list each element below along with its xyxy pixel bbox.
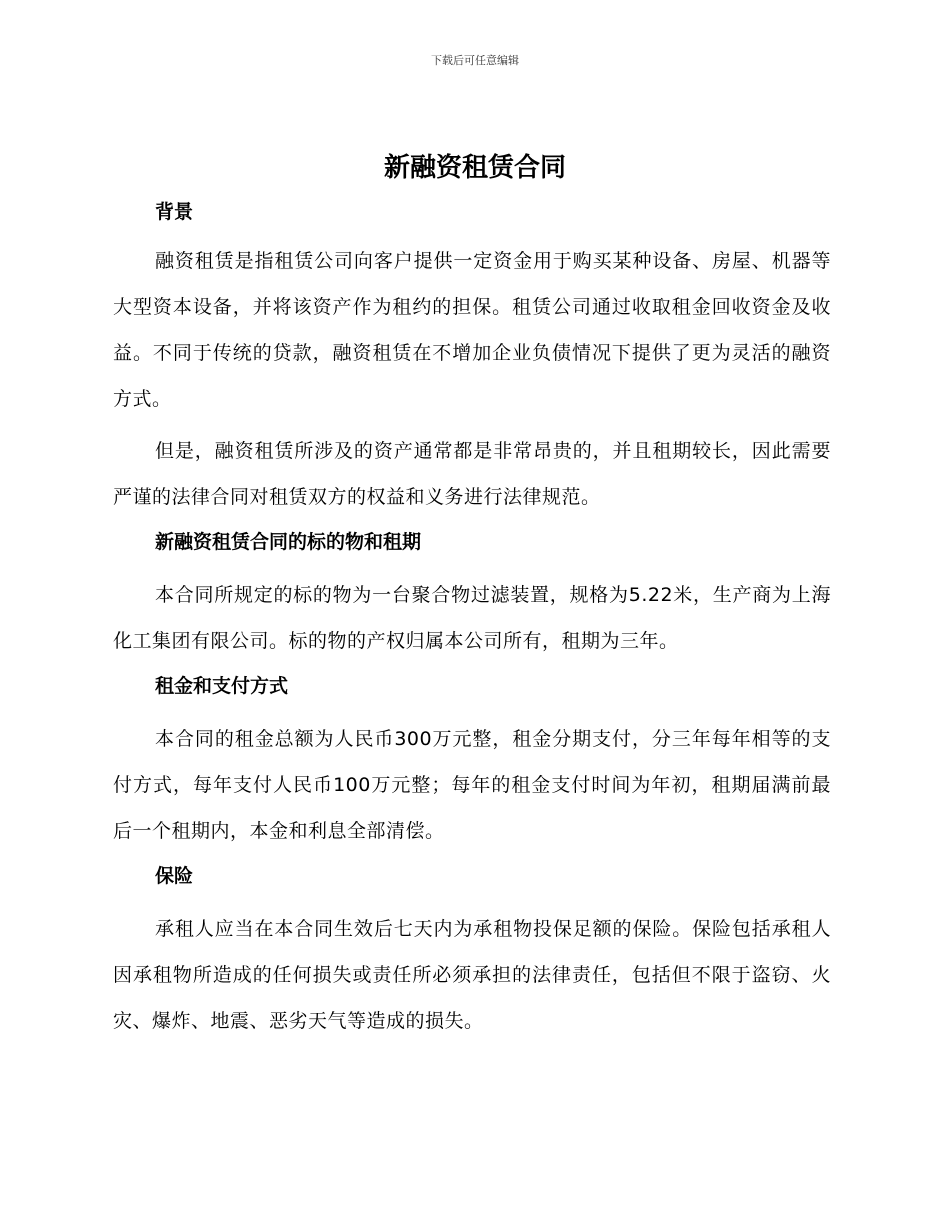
- document-body: [113, 196, 831, 1050]
- section-insurance: [113, 860, 831, 1044]
- section-rent-and-payment: [113, 670, 831, 854]
- paragraph: 本合同所规定的标的物为一台聚合物过滤装置，规格为5.22米，生产商为上海化工集团有限公司。标的物的产权归属本公司所有，租期为三年。: [113, 584, 831, 652]
- paragraph: 本合同的租金总额为人民币300万元整，租金分期支付，分三年每年相等的支付方式，每年支付人民币100万元整；每年的租金支付时间为年初，租期届满前最后一个租期内，本金和利息全部清偿。: [113, 728, 831, 842]
- section-heading: 背景: [155, 201, 194, 223]
- section-background: [113, 196, 831, 520]
- paragraph: 融资租赁是指租赁公司向客户提供一定资金用于购买某种设备、房屋、机器等大型资本设备，并将该资产作为租约的担保。租赁公司通过收取租金回收资金及收益。不同于传统的贷款，融资租赁在不增加企业负债情况下提供了更为灵活的融资方式。: [113, 250, 831, 410]
- document-title: 新融资租赁合同: [383, 153, 566, 183]
- page-header-note: 下载后可任意编辑: [431, 54, 519, 67]
- paragraph: 承租人应当在本合同生效后七天内为承租物投保足额的保险。保险包括承租人因承租物所造成的任何损失或责任所必须承担的法律责任，包括但不限于盗窃、火灾、爆炸、地震、恶劣天气等造成的损失。: [113, 918, 831, 1032]
- section-heading: 新融资租赁合同的标的物和租期: [155, 531, 422, 553]
- section-heading: 租金和支付方式: [155, 675, 289, 697]
- section-subject-and-term: [113, 526, 831, 664]
- section-heading: 保险: [155, 865, 194, 887]
- paragraph: 但是，融资租赁所涉及的资产通常都是非常昂贵的，并且租期较长，因此需要严谨的法律合同对租赁双方的权益和义务进行法律规范。: [113, 440, 831, 508]
